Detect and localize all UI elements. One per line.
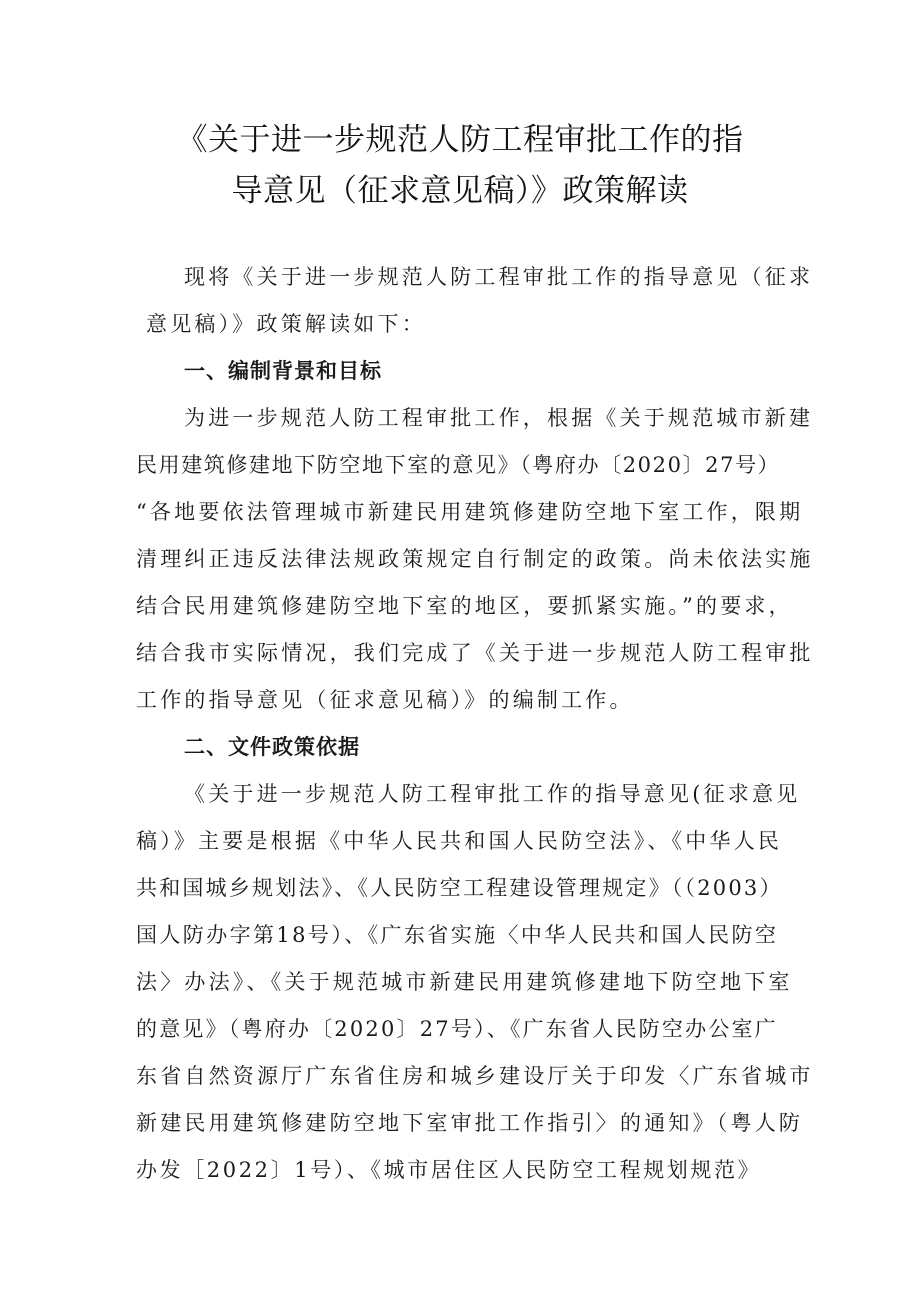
section2-line-4: 国人防办字第18号）、《广东省实施〈中华人民共和国人民防空: [136, 923, 779, 947]
section2-line-1: 《关于进一步规范人防工程审批工作的指导意见(征求意见: [184, 782, 801, 806]
section1-line-2: 民用建筑修建地下防空地下室的意见》（粤府办〔2020〕27号）: [136, 453, 781, 477]
section2-line-6: 的意见》（粤府办〔2020〕27号）、《广东省人民防空办公室广: [136, 1017, 778, 1041]
section-heading-2: 二、文件政策依据: [184, 735, 360, 759]
section1-line-1: 为进一步规范人防工程审批工作，根据《关于规范城市新建: [184, 406, 814, 430]
section2-line-9: 办发［2022〕1号）、《城市居住区人民防空工程规划规范》: [136, 1158, 762, 1182]
section2-line-2: 稿）》主要是根据《中华人民共和国人民防空法》、《中华人民: [136, 829, 783, 853]
section1-line-7: 工作的指导意见（征求意见稿）》的编制工作。: [136, 688, 634, 712]
section-heading-1: 一、编制背景和目标: [184, 359, 382, 383]
section2-line-8: 新建民用建筑修建防空地下室审批工作指引〉的通知》（粤人防: [136, 1111, 804, 1135]
intro-line-2: 意见稿）》政策解读如下：: [146, 312, 426, 336]
section1-line-5: 结合民用建筑修建防空地下室的地区，要抓紧实施。”的要求，: [136, 594, 793, 618]
document-title-line-2: 导意见（征求意见稿）》政策解读: [231, 173, 689, 209]
section1-line-6: 结合我市实际情况，我们完成了《关于进一步规范人防工程审批: [136, 641, 814, 665]
section2-line-3: 共和国城乡规划法》、《人民防空工程建设管理规定》（（2003）: [136, 876, 783, 900]
section1-line-3: “各地要依法管理城市新建民用建筑修建防空地下室工作，限期: [136, 500, 804, 524]
intro-line-1: 现将《关于进一步规范人防工程审批工作的指导意见（征求: [184, 265, 814, 289]
document-title-line-1: 《关于进一步规范人防工程审批工作的指: [176, 122, 744, 158]
section1-line-4: 清理纠正违反法律法规政策规定自行制定的政策。尚未依法实施: [136, 547, 814, 571]
section2-line-5: 法〉办法》、《关于规范城市新建民用建筑修建地下防空地下室: [136, 970, 793, 994]
section2-line-7: 东省自然资源厅广东省住房和城乡建设厅关于印发〈广东省城市: [136, 1064, 814, 1088]
